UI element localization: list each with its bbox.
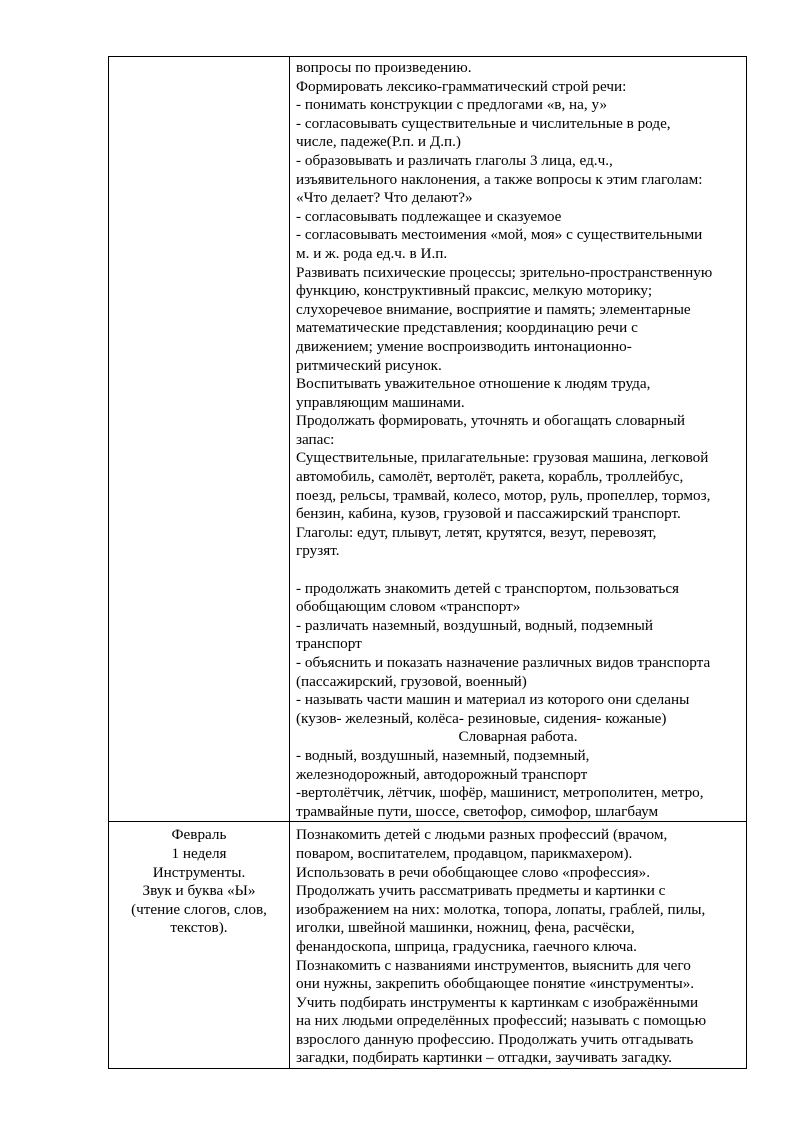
text-line: - согласовывать существительные и числительные в роде,: [296, 114, 671, 132]
text-line: изъявительного наклонения, а также вопросы к этим глаголам:: [296, 170, 703, 188]
text-line: иголки, швейной машинки, ножниц, фена, расчёски,: [296, 919, 635, 937]
text-line: ритмический рисунок.: [296, 356, 442, 374]
plan-table: [108, 56, 747, 1069]
text-line: транспорт: [296, 635, 362, 653]
text-line: - различать наземный, воздушный, водный, подземный: [296, 616, 653, 634]
content-text: [290, 59, 746, 821]
period-text: [109, 826, 289, 938]
text-line: «Что делает? Что делают?»: [296, 189, 473, 207]
text-line: движением; умение воспроизводить интонационно-: [296, 337, 632, 355]
content-text: [290, 826, 746, 1068]
text-line: (пассажирский, грузовой, военный): [296, 672, 527, 690]
text-line: Познакомить с названиями инструментов, выяснить для чего: [296, 956, 691, 974]
text-line: [290, 561, 746, 580]
text-line: грузят.: [296, 542, 340, 560]
text-line: числе, падеже(Р.п. и Д.п.): [296, 133, 461, 151]
table-row: [109, 822, 747, 1069]
text-line: -вертолётчик, лётчик, шофёр, машинист, метрополитен, метро,: [296, 784, 704, 802]
text-line: Воспитывать уважительное отношение к людям труда,: [296, 375, 651, 393]
text-line: фенандоскопа, шприца, градусника, гаечного ключа.: [296, 937, 637, 955]
text-line: они нужны, закрепить обобщающее понятие «инструменты».: [296, 975, 695, 993]
text-line: функцию, конструктивный праксис, мелкую моторику;: [296, 282, 653, 300]
table-row: [109, 57, 747, 822]
text-line: загадки, подбирать картинки – отгадки, заучивать загадку.: [296, 1049, 672, 1067]
text-line: поваром, воспитателем, продавцом, парикмахером).: [296, 844, 633, 862]
text-line: текстов).: [170, 919, 228, 937]
text-line: Словарная работа.: [458, 728, 578, 746]
content-cell: [290, 822, 747, 1069]
text-line: запас:: [296, 430, 335, 448]
text-line: Глаголы: едут, плывут, летят, крутятся, везут, перевозят,: [296, 523, 657, 541]
text-line: - образовывать и различать глаголы 3 лица, ед.ч.,: [296, 151, 613, 169]
text-line: - называть части машин и материал из которого они сделаны: [296, 691, 690, 709]
text-line: - понимать конструкции с предлогами «в, на, у»: [296, 96, 608, 114]
text-line: железнодорожный, автодорожный транспорт: [296, 765, 588, 783]
text-line: вопросы по произведению.: [296, 59, 472, 76]
text-line: обобщающим словом «транспорт»: [296, 598, 521, 616]
text-line: - объяснить и показать назначение различных видов транспорта: [296, 654, 711, 671]
text-line: Существительные, прилагательные: грузовая машина, легковой: [296, 449, 709, 467]
text-line: Формировать лексико-грамматический строй речи:: [296, 77, 627, 95]
text-line: на них людьми определённых профессий; называть с помощью: [296, 1012, 707, 1030]
text-line: - согласовывать подлежащее и сказуемое: [296, 207, 562, 225]
text-line: Инструменты.: [152, 863, 246, 881]
period-cell: [109, 822, 290, 1069]
text-line: изображением на них: молотка, топора, лопаты, граблей, пилы,: [296, 900, 706, 918]
text-line: 1 неделя: [171, 844, 227, 862]
text-line: поезд, рельсы, трамвай, колесо, мотор, руль, пропеллер, тормоз,: [296, 486, 711, 504]
content-cell: [290, 57, 747, 822]
text-line: Февраль: [171, 826, 227, 844]
text-line: (чтение слогов, слов,: [131, 900, 267, 918]
text-line: автомобиль, самолёт, вертолёт, ракета, корабль, троллейбус,: [296, 468, 684, 486]
text-line: Продолжать формировать, уточнять и обогащать словарный: [296, 412, 686, 430]
text-line: м. и ж. рода ед.ч. в И.п.: [296, 244, 448, 262]
text-line: Использовать в речи обобщающее слово «профессия».: [296, 863, 651, 881]
text-line: - водный, воздушный, наземный, подземный,: [296, 746, 590, 764]
text-line: управляющим машинами.: [296, 393, 465, 411]
text-line: (кузов- железный, колёса- резиновые, сидения- кожаные): [296, 709, 667, 727]
text-line: трамвайные пути, шоссе, светофор, симофор, шлагбаум: [296, 802, 659, 820]
text-line: Познакомить детей с людьми разных профессий (врачом,: [296, 826, 668, 844]
text-line: взрослого данную профессию. Продолжать учить отгадывать: [296, 1030, 694, 1048]
text-line: Продолжать учить рассматривать предметы и картинки с: [296, 882, 666, 900]
text-line: Развивать психические процессы; зрительно-пространственную: [296, 263, 713, 281]
text-line: слухоречевое внимание, восприятие и память; элементарные: [296, 300, 691, 318]
period-cell-empty: [109, 57, 290, 822]
text-line: - продолжать знакомить детей с транспортом, пользоваться: [296, 579, 680, 597]
text-line: бензин, кабина, кузов, грузовой и пассажирский транспорт.: [296, 505, 681, 523]
text-line: Учить подбирать инструменты к картинкам с изображёнными: [296, 993, 699, 1011]
text-line: - согласовывать местоимения «мой, моя» с существительными: [296, 226, 703, 244]
text-line: математические представления; координацию речи с: [296, 319, 638, 337]
text-line: Звук и буква «Ы»: [142, 882, 256, 900]
